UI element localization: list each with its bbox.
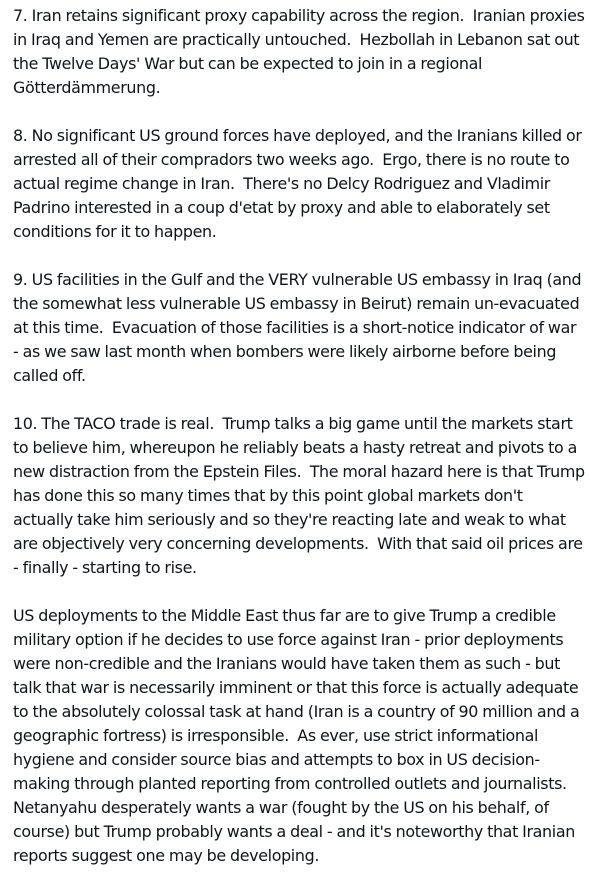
post-paragraph-10: 10. The TACO trade is real. Trump talks a big game until the markets start to believe him, whereupon he reliably beats a hasty retreat and pivots to a new distraction from the Epstein Files. The moral hazard here is that Trump has done this so many times that by this point global markets don't actually take him seriously and so they're reacting late and weak to what are objectively very concerning developments. With that said oil prices are - finally - starting to rise. xyxy=(13,414,589,577)
post-paragraph-8: 8. No significant US ground forces have deployed, and the Iranians killed or arrested all of their compradors two weeks ago. Ergo, there is no route to actual regime change in Iran. There's no Delcy Rodriguez and Vladimir Padrino interested in a coup d'etat by proxy and able to elaborately set conditions for it to happen. xyxy=(13,126,586,241)
post-paragraph-conclusion: US deployments to the Middle East thus far are to give Trump a credible military option if he decides to use force against Iran - prior deployments were non-credible and the Iranians would have taken them as such - but talk that war is necessarily imminent or that this force is actually adequate to the absolutely colossal task at hand (Iran is a country of 90 million and a geographic fortress) is irresponsible. As ever, use strict informational hygiene and consider source bias and attempts to box in US decision-making through planted reporting from controlled outlets and journalists. Netanyahu desperately wants a war (fought by the US on his behalf, of course) but Trump probably wants a deal - and it's noteworthy that Iranian reports suggest one may be developing. xyxy=(13,606,584,865)
post-paragraph-9: 9. US facilities in the Gulf and the VERY vulnerable US embassy in Iraq (and the somewhat less vulnerable US embassy in Beirut) remain un-evacuated at this time. Evacuation of those facilities is a short-notice indicator of war - as we saw last month when bombers were likely airborne before being called off. xyxy=(13,270,586,385)
post-paragraph-7: 7. Iran retains significant proxy capability across the region. Iranian proxies in Iraq and Yemen are practically untouched. Hezbollah in Lebanon sat out the Twelve Days' War but can be expected to join in a regional Götterdämmerung. xyxy=(13,6,589,97)
post-text-body xyxy=(13,4,589,868)
